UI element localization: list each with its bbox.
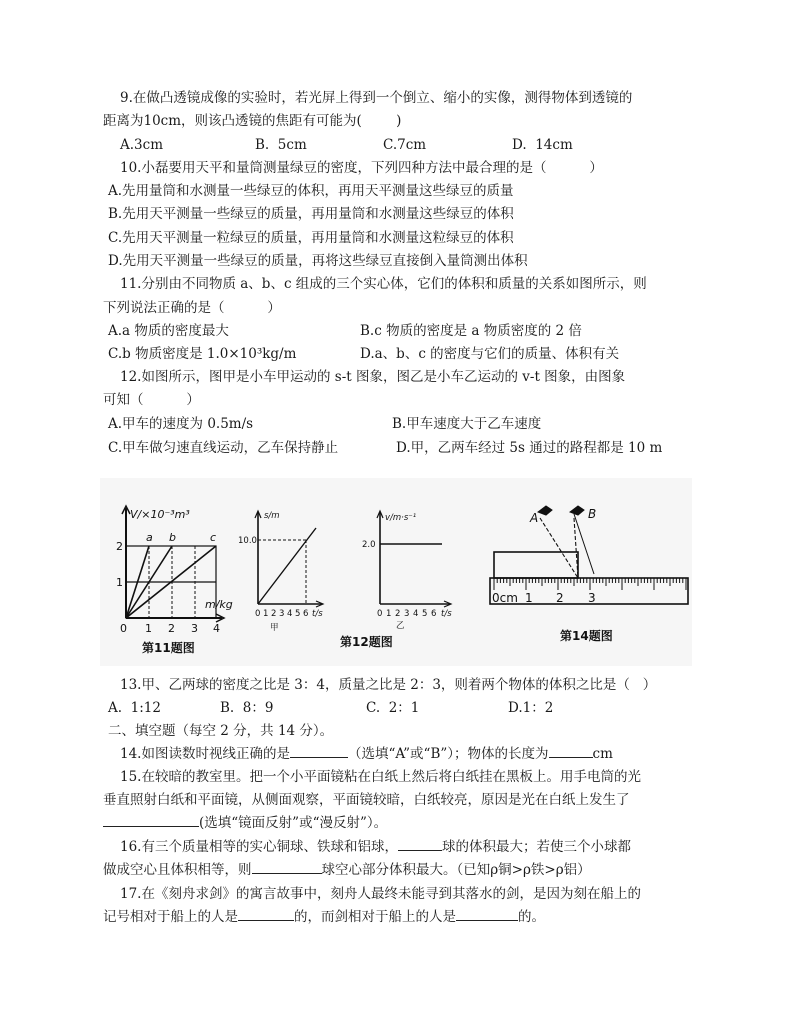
fig14-sight-b xyxy=(574,518,578,578)
q12-stem-line2: 可知（ ） xyxy=(103,392,200,408)
q11-stem-line1: 11.分别由不同物质 a、b、c 组成的三个实心体，它们的体积和质量的关系如图所示，则 xyxy=(120,276,647,292)
fig14-eye-line xyxy=(574,514,594,574)
fig12a-ylabel: s/m xyxy=(264,511,280,521)
fig11-caption: 第11题图 xyxy=(142,641,195,655)
fig11-xtick-1: 1 xyxy=(145,622,152,635)
q16-part3: 做成空心且体积相等，则 xyxy=(103,862,252,878)
fig12a-xtick-2: 2 xyxy=(271,609,277,619)
q14-part2: （选填“A”或“B”）；物体的长度为 xyxy=(347,746,549,762)
fig14-sight-a xyxy=(540,518,578,578)
fig11-ytick-2: 2 xyxy=(116,540,123,553)
q16-part2: 球的体积最大；若使三个小球都 xyxy=(441,839,631,855)
q9-option-a: A.3cm xyxy=(120,137,163,153)
fig14-ruler-label-1: 1 xyxy=(525,591,533,605)
q17-part3: 的。 xyxy=(518,909,545,925)
fig12b-xunit: t/s xyxy=(441,609,452,619)
q16-line2 xyxy=(103,860,591,880)
q15-line3-text: (选填“镜面反射”或“漫反射”）。 xyxy=(199,815,388,831)
q17-blank-1[interactable] xyxy=(238,920,294,921)
fig12b-xtick-2: 2 xyxy=(395,609,401,619)
q16-part1: 16.有三个质量相等的实心铜球、铁球和铝球， xyxy=(120,839,398,855)
q13-option-b: B. 8：9 xyxy=(220,700,274,716)
fig12b-yval: 2.0 xyxy=(362,540,376,550)
q9-option-c: C.7cm xyxy=(383,137,427,153)
fig12b-xtick-6: 6 xyxy=(431,609,437,619)
q15-line3 xyxy=(103,813,387,833)
q11-option-c: C.b 物质密度是 1.0×10³kg/m xyxy=(108,346,297,362)
q15-blank[interactable] xyxy=(103,826,199,827)
q13-option-c: C. 2：1 xyxy=(366,700,420,716)
figures-svg xyxy=(100,478,692,666)
fig14-label-a: A xyxy=(530,511,539,525)
q12-option-c: C.甲车做匀速直线运动，乙车保持静止 xyxy=(108,440,339,456)
fig11-xtick-3: 3 xyxy=(191,622,198,635)
q10-option-d: D.先用天平测量一些绿豆的质量，再将这些绿豆直接倒入量筒测出体积 xyxy=(108,253,528,269)
q12-stem-line1: 12.如图所示，图甲是小车甲运动的 s-t 图象，图乙是小车乙运动的 v-t 图象，由图象 xyxy=(120,369,626,385)
eye-icon-a xyxy=(538,506,552,515)
fig11-xtick-0: 0 xyxy=(120,622,127,635)
fig11-ylabel: V/×10⁻³m³ xyxy=(130,508,190,521)
fig12a-line xyxy=(258,528,316,604)
figure-12b xyxy=(377,511,451,607)
fig12b-sublabel: 乙 xyxy=(396,621,405,631)
figure-12a xyxy=(255,511,323,607)
fig12b-ylabel: v/m·s⁻¹ xyxy=(385,513,417,523)
q12-option-d: D.甲，乙两车经过 5s 通过的路程都是 10 m xyxy=(396,440,663,456)
q16-blank-2[interactable] xyxy=(252,873,322,874)
fig12a-xtick-4: 4 xyxy=(287,609,293,619)
q10-option-b: B.先用天平测量一些绿豆的质量，再用量筒和水测量这些绿豆的体积 xyxy=(108,206,514,222)
q11-option-b: B.c 物质的密度是 a 物质密度的 2 倍 xyxy=(360,323,582,339)
q14-part1: 14.如图读数时视线正确的是 xyxy=(120,746,290,762)
fig11-line-label-c: c xyxy=(210,531,217,544)
q14-part3: cm xyxy=(592,746,613,762)
fig11-line-label-a: a xyxy=(146,531,153,544)
q14-line xyxy=(120,744,613,764)
fig14-caption: 第14题图 xyxy=(560,629,613,643)
q14-blank-2[interactable] xyxy=(549,757,593,758)
figures-band xyxy=(100,478,692,666)
fig14-ruler-ticks xyxy=(494,578,686,590)
fig12b-xtick-0: 0 xyxy=(377,609,383,619)
fig14-ruler-label-0: 0cm xyxy=(492,591,518,605)
q12-option-a: A.甲车的速度为 0.5m/s xyxy=(108,416,254,432)
fig12b-xtick-1: 1 xyxy=(386,609,392,619)
q17-part2: 的，而剑相对于船上的人是 xyxy=(294,909,456,925)
q16-blank-1[interactable] xyxy=(398,850,442,851)
fig14-ruler-label-3: 3 xyxy=(588,591,596,605)
q13-stem: 13.甲、乙两球的密度之比是 3：4，质量之比是 2：3，则着两个物体的体积之比是（ ） xyxy=(120,677,657,693)
q9-option-b: B. 5cm xyxy=(255,137,307,153)
fig12a-xunit: t/s xyxy=(312,609,323,619)
fig11-ytick-1: 1 xyxy=(116,576,123,589)
q11-stem-line2: 下列说法正确的是（ ） xyxy=(103,300,281,316)
fig14-ruler-label-2: 2 xyxy=(556,591,564,605)
q15-line1: 15.在较暗的教室里。把一个小平面镜粘在白纸上然后将白纸挂在黑板上。用手电筒的光 xyxy=(120,769,641,785)
fig14-object-block xyxy=(494,552,578,578)
q17-part1: 记号相对于船上的人是 xyxy=(103,909,238,925)
q11-option-a: A.a 物质的密度最大 xyxy=(108,323,229,339)
fig12a-yval: 10.0 xyxy=(238,536,257,546)
fig11-line-label-b: b xyxy=(169,531,176,544)
q14-blank-1[interactable] xyxy=(290,757,348,758)
eye-icon-b xyxy=(570,506,584,515)
fig12-caption: 第12题图 xyxy=(340,635,393,649)
q9-option-d: D. 14cm xyxy=(512,137,573,153)
section-2-heading: 二、填空题（每空 2 分，共 14 分）。 xyxy=(108,723,334,739)
fig11-xlabel: m/kg xyxy=(205,598,233,611)
q16-part4: 球空心部分体积最大。（已知ρ铜>ρ铁>ρ铝） xyxy=(321,862,591,878)
fig12b-xtick-5: 5 xyxy=(422,609,428,619)
q13-option-a: A. 1:12 xyxy=(108,700,161,716)
q12-option-b: B.甲车速度大于乙车速度 xyxy=(392,416,542,432)
fig12a-xtick-6: 6 xyxy=(303,609,309,619)
q11-option-d: D.a、b、c 的密度与它们的质量、体积有关 xyxy=(360,346,620,362)
fig12a-sublabel: 甲 xyxy=(270,623,279,633)
q15-line2: 垂直照射白纸和平面镜，从侧面观察，平面镜较暗，白纸较亮，原因是光在白纸上发生了 xyxy=(103,792,630,808)
fig14-label-b: B xyxy=(588,507,597,521)
q17-blank-2[interactable] xyxy=(456,920,518,921)
fig12a-xtick-3: 3 xyxy=(279,609,285,619)
fig12b-xtick-3: 3 xyxy=(404,609,410,619)
fig12a-xtick-1: 1 xyxy=(263,609,269,619)
q9-stem-line2: 距离为10cm，则该凸透镜的焦距有可能为( ) xyxy=(103,113,402,129)
fig12b-xtick-4: 4 xyxy=(413,609,419,619)
q17-line1: 17.在《刻舟求剑》的寓言故事中，刻舟人最终未能寻到其落水的剑，是因为刻在船上的 xyxy=(120,886,641,902)
fig11-xtick-2: 2 xyxy=(168,622,175,635)
q17-line2 xyxy=(103,907,545,927)
q16-line1 xyxy=(120,837,631,857)
q10-stem: 10.小磊要用天平和量筒测量绿豆的密度，下列四种方法中最合理的是（ ） xyxy=(120,160,603,176)
q13-option-d: D.1：2 xyxy=(508,700,554,716)
fig12a-xtick-0: 0 xyxy=(255,609,261,619)
q10-option-a: A.先用量筒和水测量一些绿豆的体积，再用天平测量这些绿豆的质量 xyxy=(108,183,514,199)
fig12a-xtick-5: 5 xyxy=(295,609,301,619)
q9-stem-line1: 9.在做凸透镜成像的实验时，若光屏上得到一个倒立、缩小的实像，测得物体到透镜的 xyxy=(120,90,633,106)
fig11-xtick-4: 4 xyxy=(213,622,220,635)
q10-option-c: C.先用天平测量一粒绿豆的质量，再用量筒和水测量这粒绿豆的体积 xyxy=(108,230,514,246)
